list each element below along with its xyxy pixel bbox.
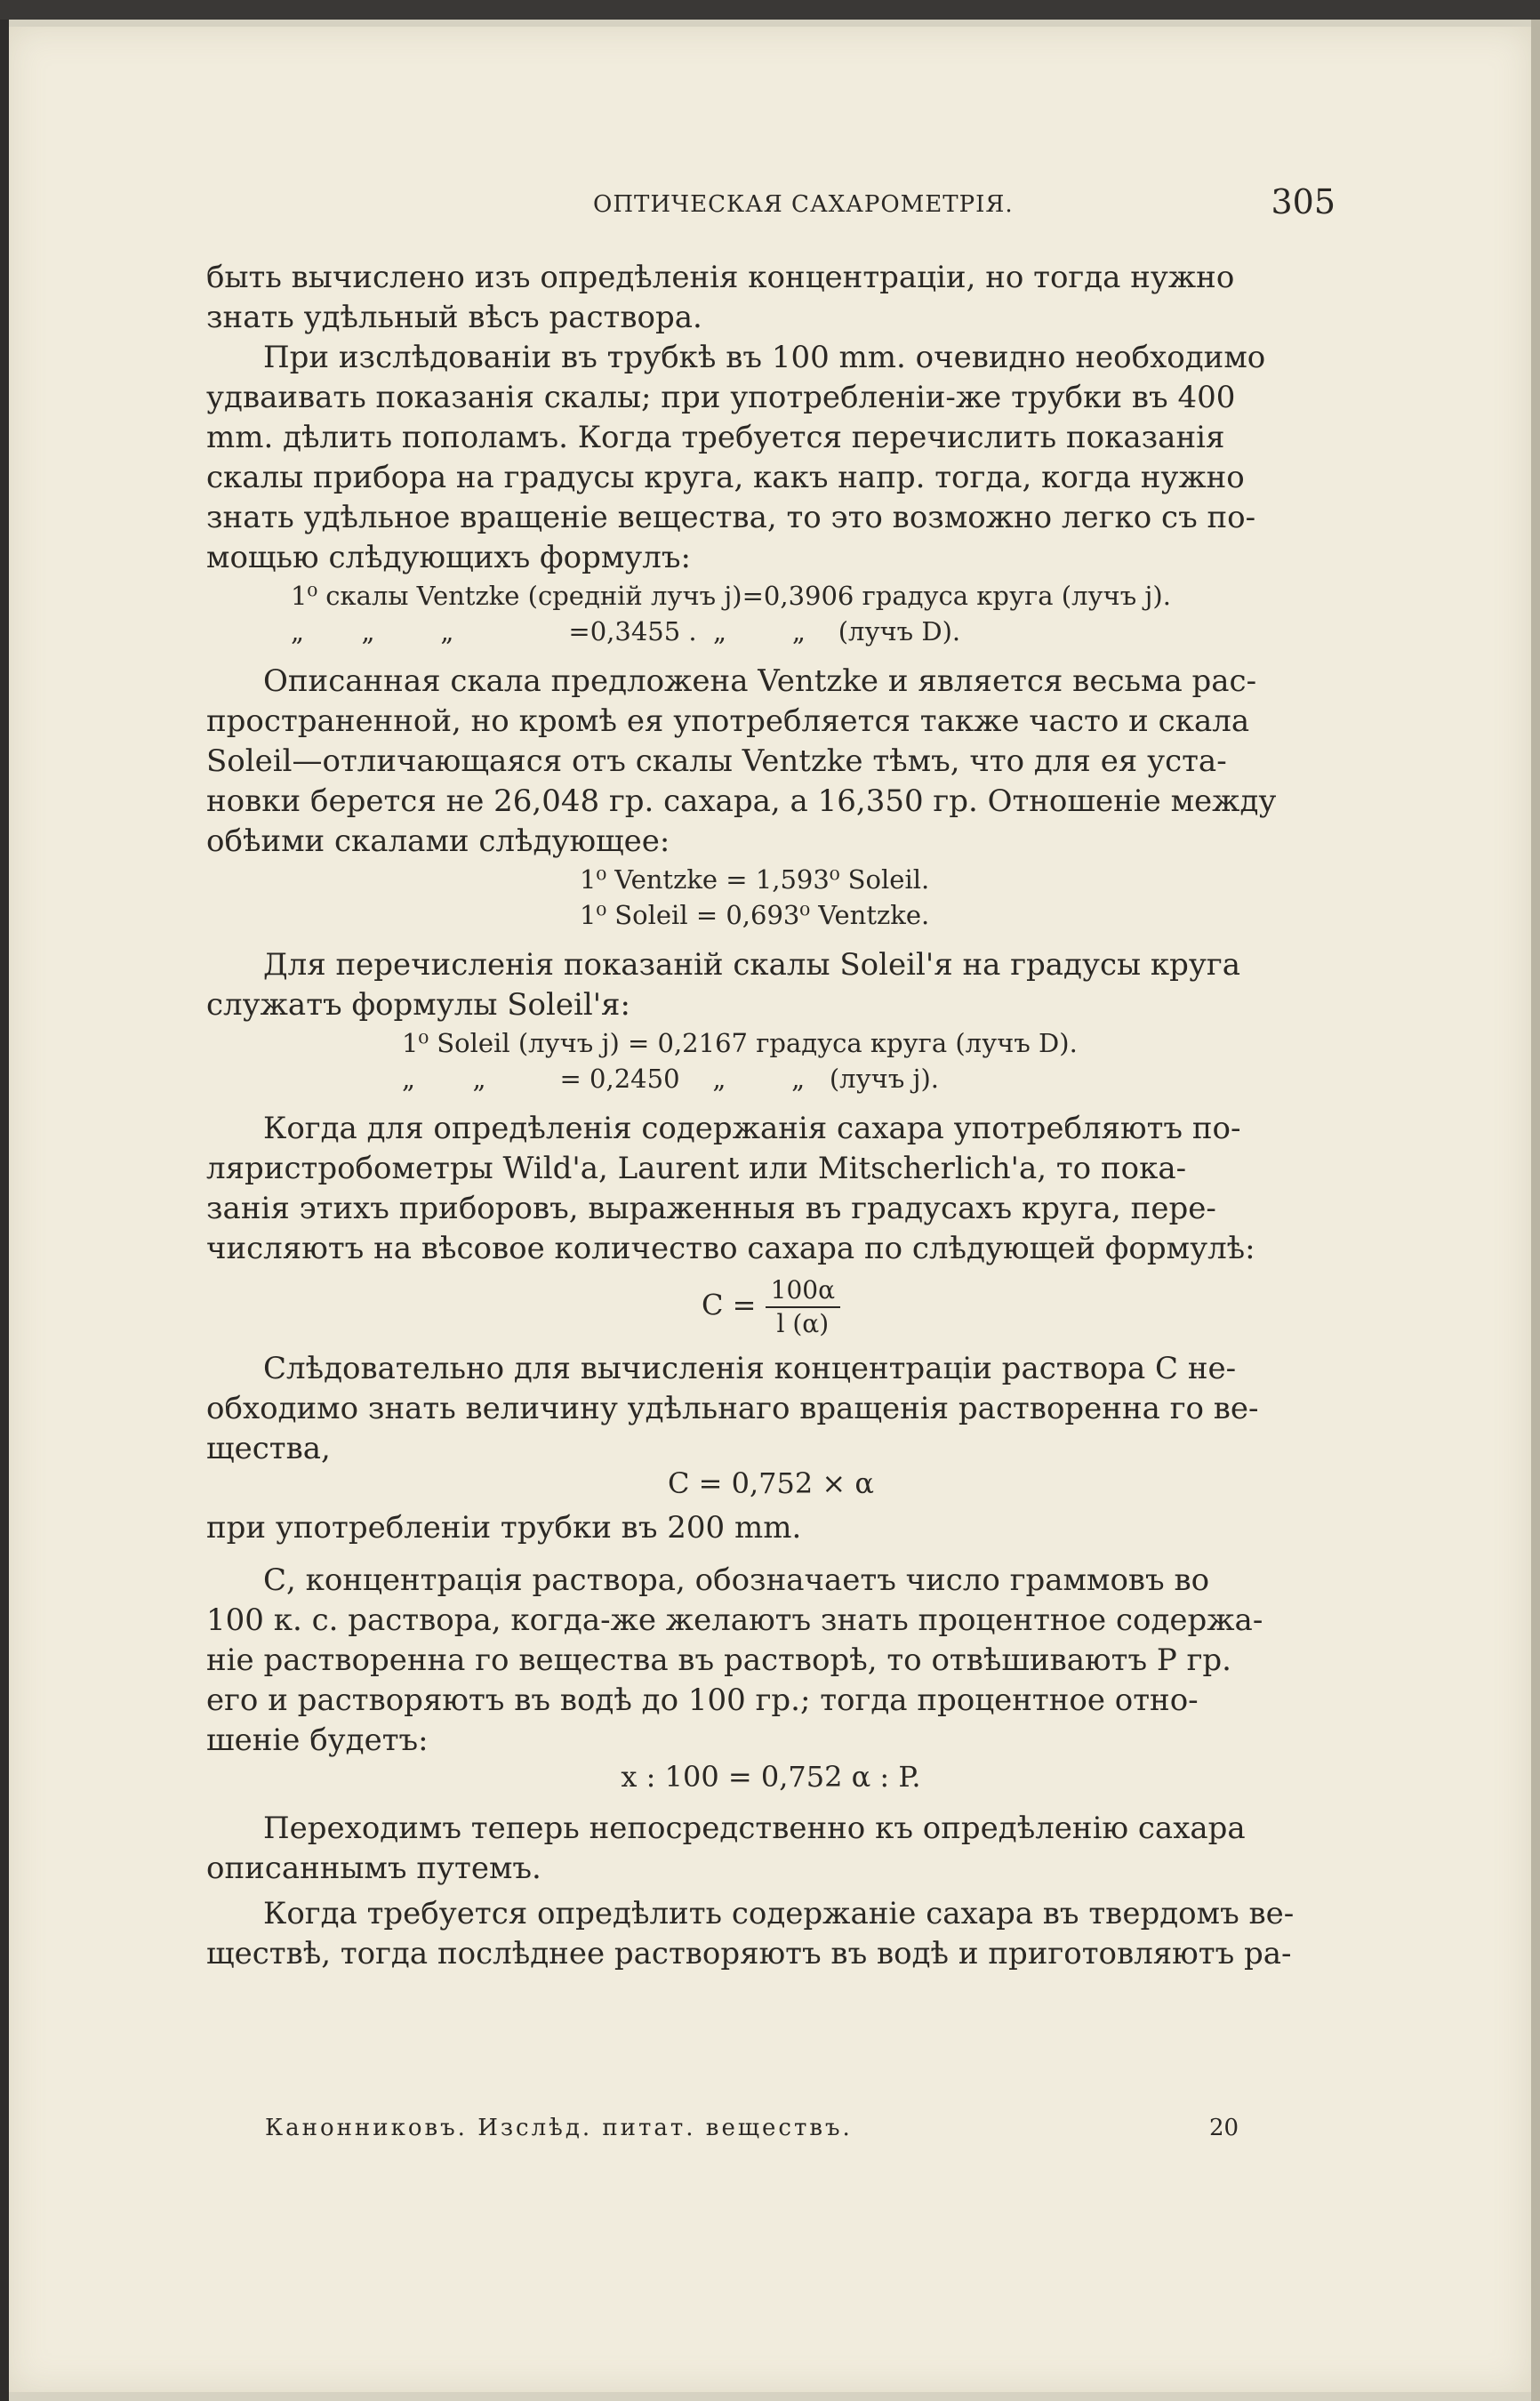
text-line: обходимо знать величину удѣльнаго вращенія растворенна го ве- — [206, 1391, 1259, 1426]
equation-concentration — [206, 1274, 1335, 1340]
text-line: Описанная скала предложена Ventzke и является весьма рас- — [263, 663, 1257, 699]
text-line: щества, — [206, 1431, 331, 1466]
formula-line: 1⁰ скалы Ventzke (средній лучъ j)=0,3906 градуса круга (лучъ j). — [291, 581, 1171, 611]
formula-line: 1⁰ Soleil (лучъ j) = 0,2167 градуса круга (лучъ D). — [402, 1028, 1078, 1058]
text-line: Soleil—отличающаяся отъ скалы Ventzke тѣмъ, что для ея уста- — [206, 743, 1227, 779]
page-body — [206, 258, 1335, 1974]
text-line: ніе растворенна го вещества въ растворѣ, то отвѣшиваютъ Р гр. — [206, 1642, 1231, 1678]
text-line: при употребленіи трубки въ 200 mm. — [206, 1510, 802, 1546]
equation-lhs: C = — [702, 1288, 757, 1322]
paragraph-2 — [206, 338, 1335, 578]
formula-block-soleil — [206, 1025, 1335, 1096]
text-line: быть вычислено изъ опредѣленія концентраціи, но тогда нужно — [206, 260, 1235, 295]
paragraph-1 — [206, 258, 1335, 338]
equation-percent: x : 100 = 0,752 α : P. — [621, 1760, 921, 1794]
paragraph-3 — [206, 662, 1335, 862]
paragraph-9 — [206, 1809, 1335, 1889]
text-line: знать удѣльный вѣсъ раствора. — [206, 300, 702, 335]
text-line: ществѣ, тогда послѣднее растворяютъ въ водѣ и приготовляютъ ра- — [206, 1936, 1292, 1971]
formula-line: „ „ = 0,2450 „ „ (лучъ j). — [402, 1064, 940, 1094]
text-line: При изслѣдованіи въ трубкѣ въ 100 mm. очевидно необходимо — [263, 340, 1266, 375]
text-line: знать удѣльное вращеніе вещества, то это возможно легко съ по- — [206, 500, 1256, 535]
running-header — [206, 182, 1335, 236]
text-line: ляристробометры Wild'a, Laurent или Mitscherlich'a, то пока- — [206, 1151, 1187, 1186]
paragraph-8 — [206, 1561, 1335, 1761]
fraction — [766, 1274, 840, 1340]
paragraph-6 — [206, 1349, 1335, 1469]
text-line: числяютъ на вѣсовое количество сахара по слѣдующей формулѣ: — [206, 1231, 1255, 1266]
paragraph-10 — [206, 1894, 1335, 1974]
scan-right-edge — [1531, 20, 1540, 2401]
scan-left-edge — [0, 20, 9, 2401]
text-line: пространенной, но кромѣ ея употребляется также часто и скала — [206, 703, 1250, 739]
formula-line: 1⁰ Ventzke = 1,593⁰ Soleil. — [580, 864, 930, 895]
text-line: шеніе будетъ: — [206, 1722, 429, 1758]
text-line: мощью слѣдующихъ формулъ: — [206, 540, 691, 575]
text-line: 100 к. с. раствора, когда-же желаютъ знать процентное содержа- — [206, 1602, 1263, 1638]
paragraph-4 — [206, 945, 1335, 1025]
text-line: занія этихъ приборовъ, выраженныя въ градусахъ круга, пере- — [206, 1191, 1216, 1226]
signature-footer — [265, 2115, 1243, 2141]
text-line: описаннымъ путемъ. — [206, 1851, 541, 1886]
text-line: Для перечисленія показаній скалы Soleil'я на градусы круга — [263, 947, 1241, 983]
paragraph-5 — [206, 1109, 1335, 1269]
formula-line: „ „ „ =0,3455 . „ „ (лучъ D). — [291, 616, 961, 646]
page-number: 305 — [1271, 182, 1335, 221]
text-line: его и растворяютъ въ водѣ до 100 гр.; тогда процентное отно- — [206, 1682, 1199, 1718]
equation-c: C = 0,752 × α — [667, 1466, 874, 1500]
text-line: удваивать показанія скалы; при употребленіи-же трубки въ 400 — [206, 380, 1236, 415]
text-line: Слѣдовательно для вычисленія концентраціи раствора С не- — [263, 1351, 1237, 1386]
formula-block-ratio — [206, 862, 1335, 933]
scan-top-edge — [0, 0, 1540, 20]
text-line: новки берется не 26,048 гр. сахара, а 16,350 гр. Отношеніе между — [206, 783, 1277, 819]
text-line: служатъ формулы Soleil'я: — [206, 987, 630, 1023]
fraction-numerator: 100α — [766, 1274, 840, 1308]
formula-block-ventzke — [206, 578, 1335, 649]
text-line: Когда для опредѣленія содержанія сахара употребляютъ по- — [263, 1111, 1241, 1146]
text-line: Когда требуется опредѣлить содержаніе сахара въ твердомъ ве- — [263, 1896, 1295, 1931]
text-line: С, концентрація раствора, обозначаетъ число граммовъ во — [263, 1562, 1210, 1598]
signature-number: 20 — [1209, 2115, 1239, 2141]
text-line: скалы прибора на градусы круга, какъ напр. тогда, когда нужно — [206, 460, 1245, 495]
text-line: Переходимъ теперь непосредственно къ опредѣленію сахара — [263, 1811, 1246, 1846]
footer-author: Канонниковъ. Изслѣд. питат. веществъ. — [265, 2115, 853, 2141]
running-title: ОПТИЧЕСКАЯ САХАРОМЕТРІЯ. — [593, 191, 1014, 218]
text-line: mm. дѣлить пополамъ. Когда требуется перечислить показанія — [206, 420, 1225, 455]
fraction-denominator: l (α) — [776, 1309, 830, 1338]
text-line: обѣими скалами слѣдующее: — [206, 823, 670, 859]
formula-line: 1⁰ Soleil = 0,693⁰ Ventzke. — [580, 900, 930, 930]
